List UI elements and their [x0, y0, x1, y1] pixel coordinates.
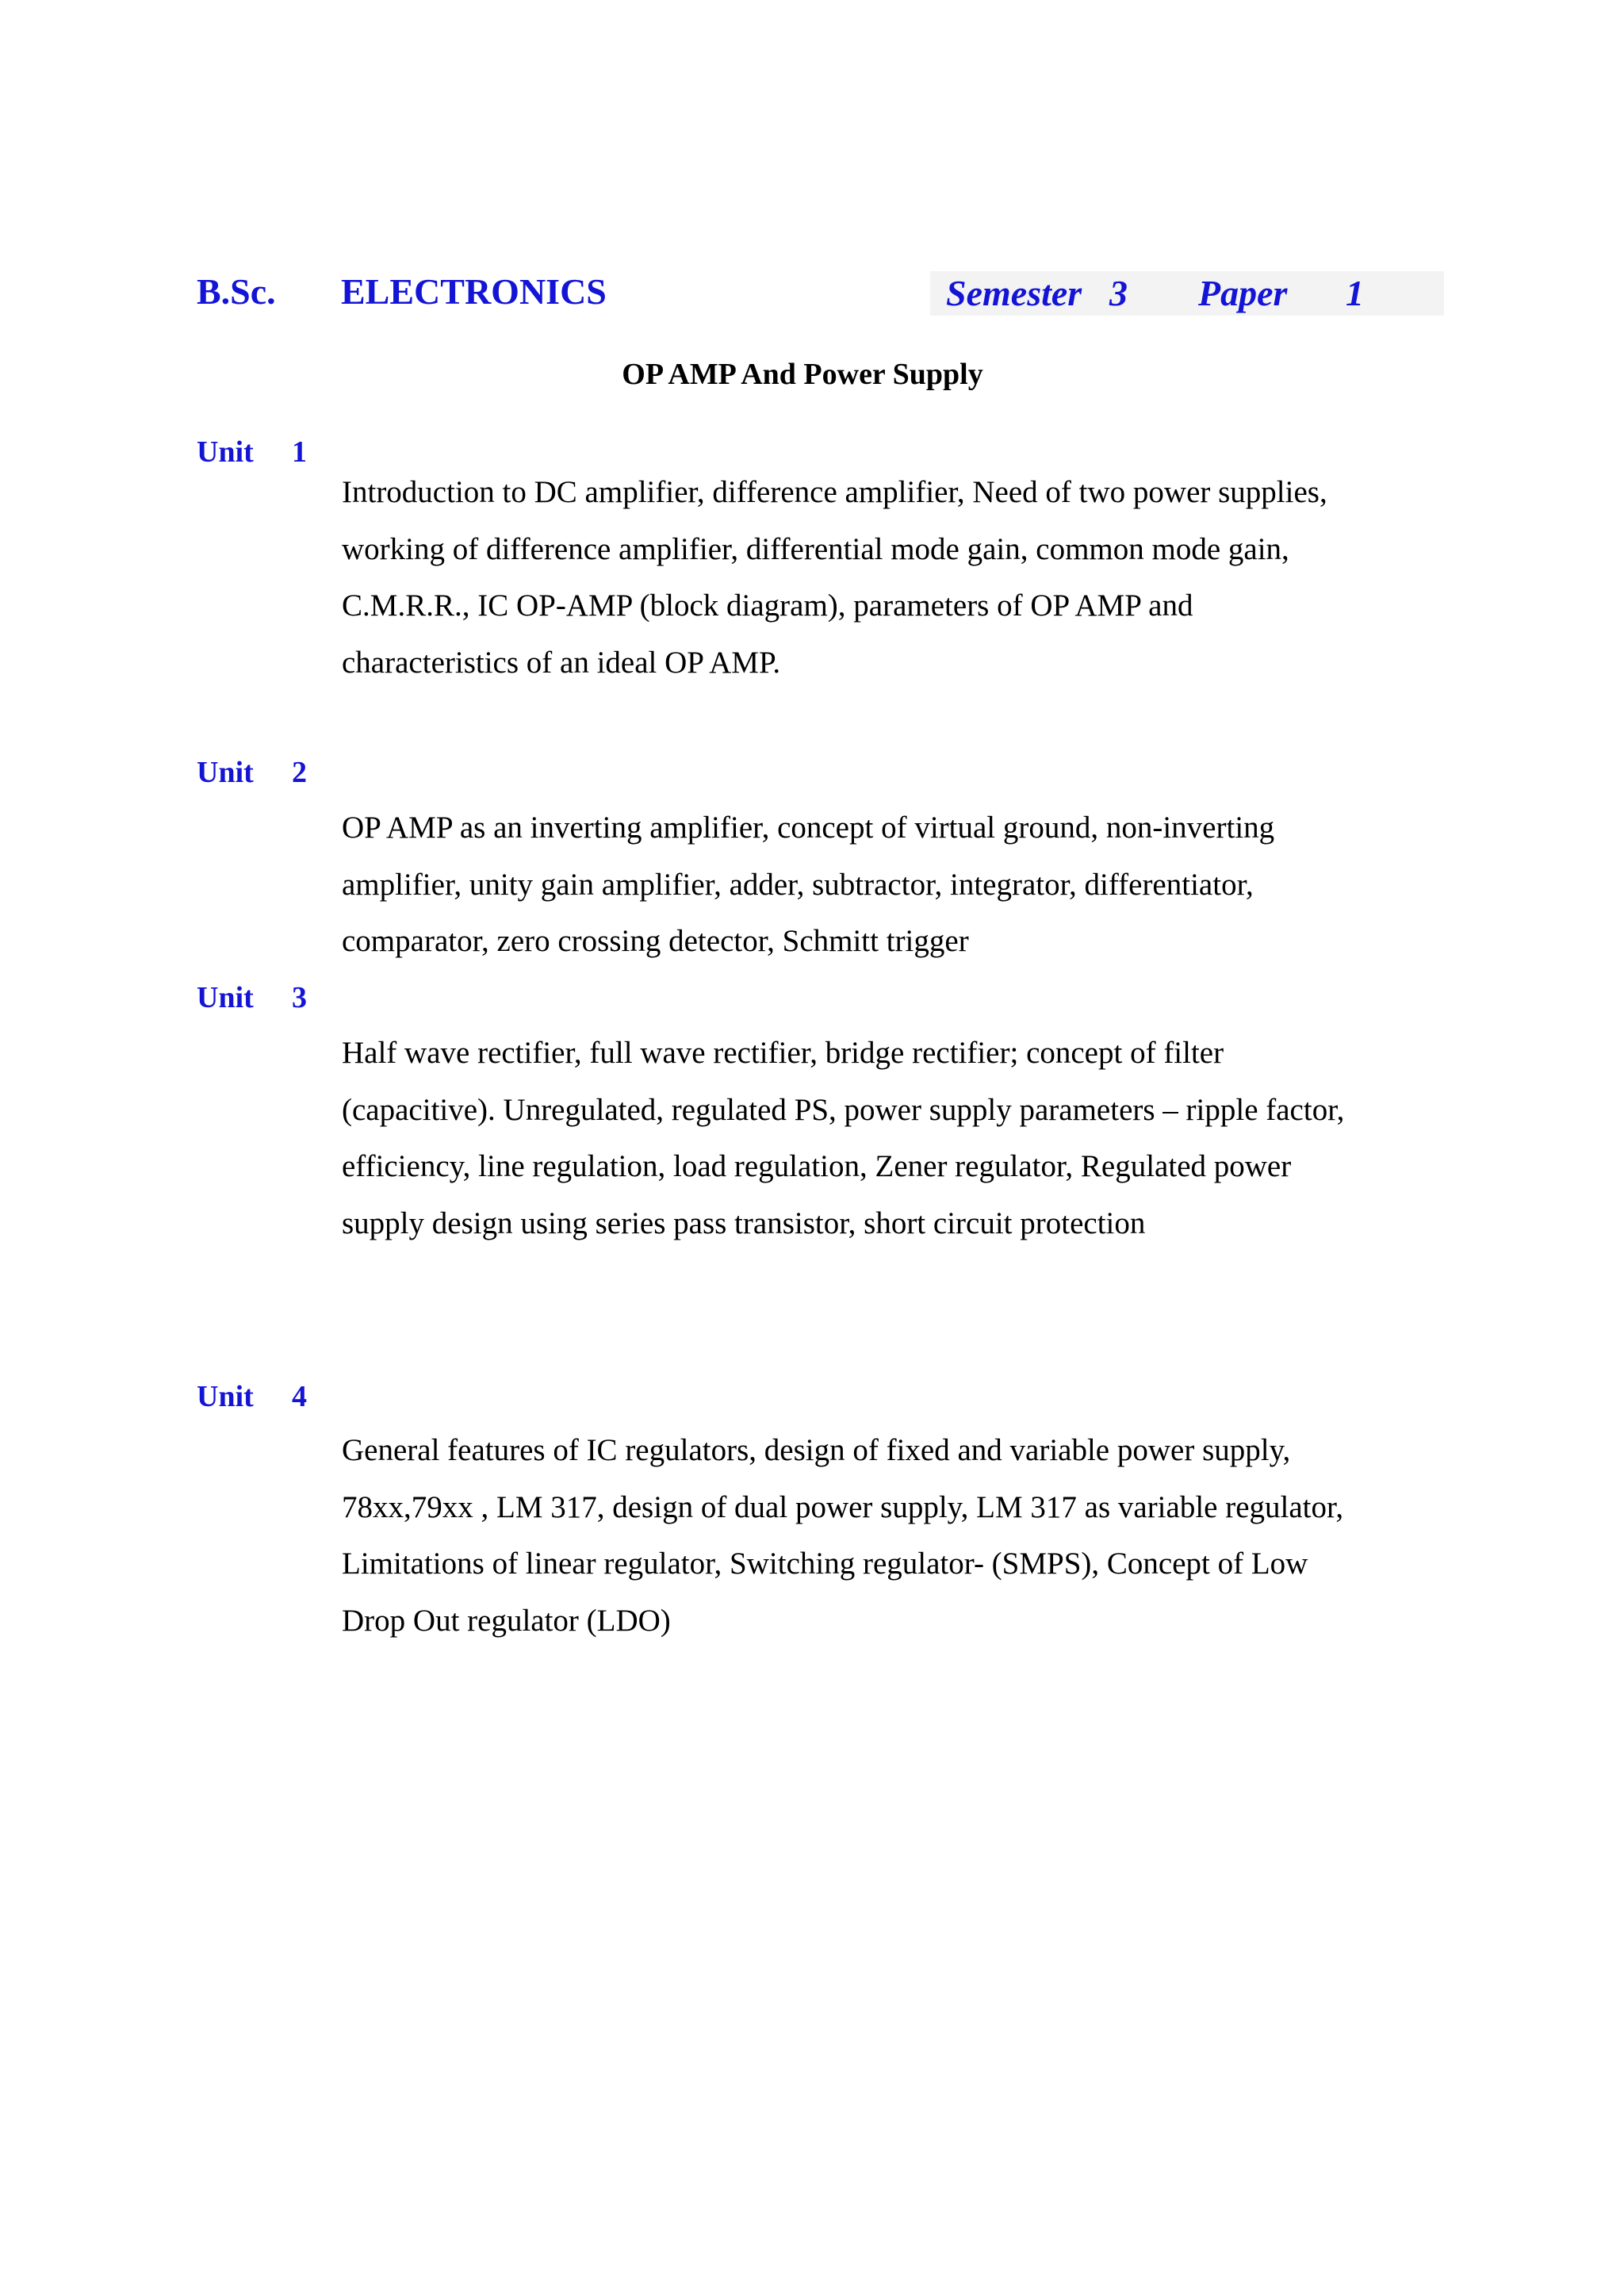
description-line: Limitations of linear regulator, Switching regulator- (SMPS), Concept of Low — [342, 1547, 1308, 1581]
unit-number: 2 — [292, 756, 307, 789]
description-line: efficiency, line regulation, load regulation, Zener regulator, Regulated power — [342, 1149, 1292, 1183]
paper-label: Paper — [1198, 273, 1288, 313]
semester-paper-box — [930, 271, 1444, 316]
description-line: working of difference amplifier, differential mode gain, common mode gain, — [342, 531, 1289, 566]
description-line: supply design using series pass transistor, short circuit protection — [342, 1205, 1146, 1240]
unit-2-heading — [197, 753, 307, 792]
description-line: (capacitive). Unregulated, regulated PS, power supply parameters – ripple factor, — [342, 1092, 1345, 1127]
paper-number: 1 — [1346, 273, 1364, 313]
unit-4-description — [342, 1422, 1452, 1649]
unit-number: 3 — [292, 981, 307, 1014]
unit-label: Unit — [197, 981, 254, 1014]
unit-1-heading — [197, 433, 307, 471]
description-line: amplifier, unity gain amplifier, adder, subtractor, integrator, differentiator, — [342, 867, 1254, 902]
description-line: comparator, zero crossing detector, Schmitt trigger — [342, 924, 969, 958]
unit-4-heading — [197, 1378, 307, 1416]
document-title: OP AMP And Power Supply — [622, 358, 983, 391]
unit-number: 1 — [292, 435, 307, 469]
description-line: 78xx,79xx , LM 317, design of dual power supply, LM 317 as variable regulator, — [342, 1489, 1344, 1524]
unit-3-heading — [197, 979, 307, 1017]
degree-label: B.Sc. — [197, 271, 276, 312]
semester-label: Semester — [946, 273, 1082, 313]
unit-label: Unit — [197, 1380, 254, 1413]
unit-3-description — [342, 1025, 1452, 1251]
unit-1-description — [342, 464, 1452, 691]
description-line: Half wave rectifier, full wave rectifier, bridge rectifier; concept of filter — [342, 1036, 1224, 1070]
subject-label: ELECTRONICS — [341, 271, 607, 312]
description-line: OP AMP as an inverting amplifier, concept of virtual ground, non-inverting — [342, 811, 1275, 845]
description-line: characteristics of an ideal OP AMP. — [342, 645, 781, 680]
description-line: Introduction to DC amplifier, difference amplifier, Need of two power supplies, — [342, 475, 1327, 509]
description-line: C.M.R.R., IC OP-AMP (block diagram), parameters of OP AMP and — [342, 588, 1193, 623]
description-line: Drop Out regulator (LDO) — [342, 1603, 671, 1638]
unit-2-description — [342, 799, 1452, 970]
description-line: General features of IC regulators, design of fixed and variable power supply, — [342, 1433, 1291, 1467]
unit-label: Unit — [197, 435, 254, 469]
unit-label: Unit — [197, 756, 254, 789]
unit-number: 4 — [292, 1380, 307, 1413]
semester-number: 3 — [1109, 273, 1128, 313]
